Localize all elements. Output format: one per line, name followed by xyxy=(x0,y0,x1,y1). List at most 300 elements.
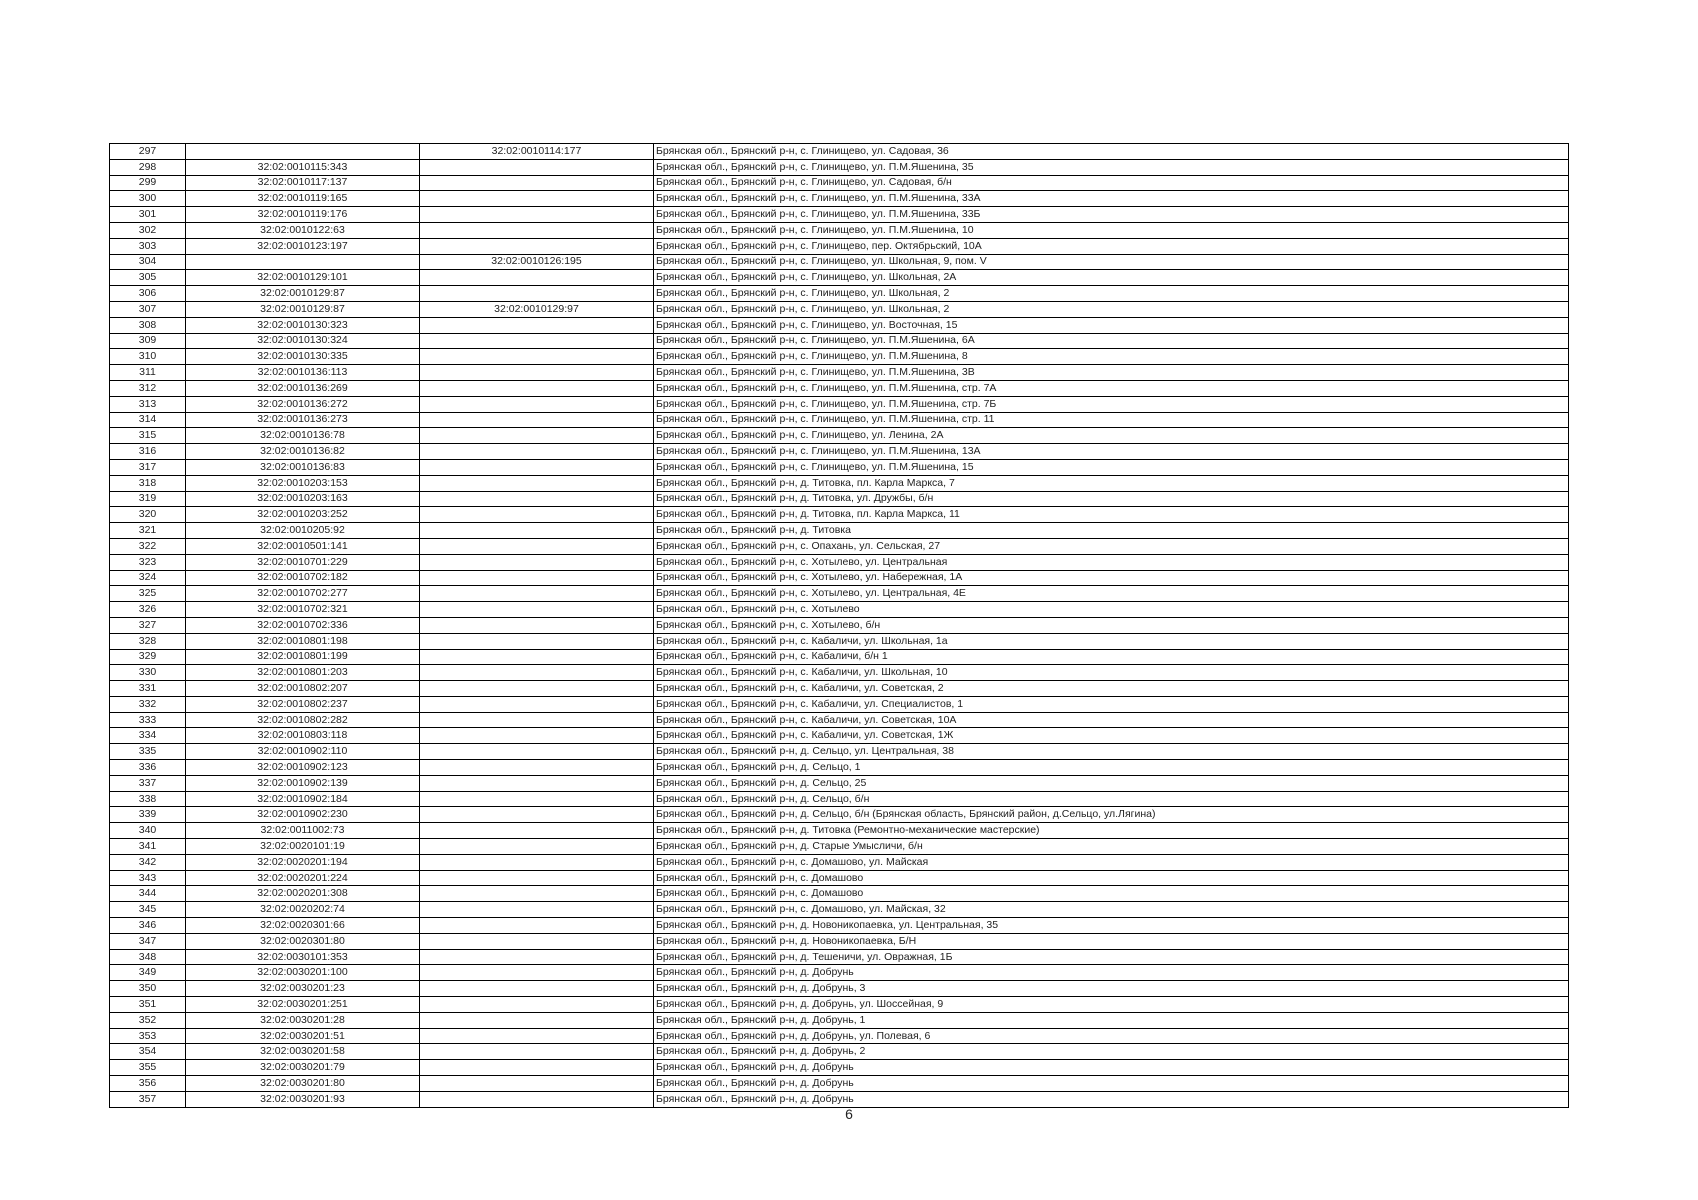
object-cadastral-number-cell xyxy=(420,839,654,855)
cadastral-number-cell: 32:02:0010130:335 xyxy=(186,349,420,365)
address-cell: Брянская обл., Брянский р-н, д. Титовка (Ремонтно-механические мастерские) xyxy=(654,823,1569,839)
address-cell: Брянская обл., Брянский р-н, с. Домашово, ул. Майская xyxy=(654,854,1569,870)
row-number-cell: 311 xyxy=(110,365,186,381)
row-number-cell: 342 xyxy=(110,854,186,870)
address-cell: Брянская обл., Брянский р-н, с. Кабаличи, ул. Советская, 10А xyxy=(654,712,1569,728)
address-cell: Брянская обл., Брянский р-н, с. Домашово xyxy=(654,870,1569,886)
row-number-cell: 319 xyxy=(110,491,186,507)
cadastral-number-cell: 32:02:0010115:343 xyxy=(186,159,420,175)
cadastral-number-cell: 32:02:0010119:165 xyxy=(186,191,420,207)
row-number-cell: 302 xyxy=(110,222,186,238)
address-cell: Брянская обл., Брянский р-н, с. Глинищево, ул. П.М.Яшенина, 15 xyxy=(654,459,1569,475)
cadastral-number-cell: 32:02:0010136:273 xyxy=(186,412,420,428)
table-row xyxy=(110,586,1569,602)
address-cell: Брянская обл., Брянский р-н, с. Глинищево, ул. П.М.Яшенина, 8 xyxy=(654,349,1569,365)
address-cell: Брянская обл., Брянский р-н, д. Сельцо, б/н (Брянская область, Брянский район, д.Сельцо, ул.Лягина) xyxy=(654,807,1569,823)
cadastral-number-cell: 32:02:0030201:79 xyxy=(186,1060,420,1076)
table-row xyxy=(110,222,1569,238)
table-row xyxy=(110,886,1569,902)
row-number-cell: 357 xyxy=(110,1091,186,1107)
cadastral-number-cell: 32:02:0010136:269 xyxy=(186,380,420,396)
address-cell: Брянская обл., Брянский р-н, с. Глинищево, ул. Школьная, 9, пом. V xyxy=(654,254,1569,270)
object-cadastral-number-cell: 32:02:0010126:195 xyxy=(420,254,654,270)
object-cadastral-number-cell xyxy=(420,744,654,760)
row-number-cell: 329 xyxy=(110,649,186,665)
row-number-cell: 323 xyxy=(110,554,186,570)
cadastral-number-cell: 32:02:0010129:87 xyxy=(186,286,420,302)
address-cell: Брянская обл., Брянский р-н, с. Глинищево, ул. Садовая, б/н xyxy=(654,175,1569,191)
object-cadastral-number-cell xyxy=(420,191,654,207)
object-cadastral-number-cell xyxy=(420,491,654,507)
address-cell: Брянская обл., Брянский р-н, с. Домашово xyxy=(654,886,1569,902)
object-cadastral-number-cell xyxy=(420,317,654,333)
cadastral-number-cell: 32:02:0030201:93 xyxy=(186,1091,420,1107)
object-cadastral-number-cell xyxy=(420,633,654,649)
cadastral-number-cell: 32:02:0010129:101 xyxy=(186,270,420,286)
table-row xyxy=(110,175,1569,191)
row-number-cell: 310 xyxy=(110,349,186,365)
table-row xyxy=(110,823,1569,839)
row-number-cell: 327 xyxy=(110,617,186,633)
row-number-cell: 325 xyxy=(110,586,186,602)
row-number-cell: 306 xyxy=(110,286,186,302)
table-row xyxy=(110,965,1569,981)
cadastral-number-cell: 32:02:0020301:80 xyxy=(186,933,420,949)
table-row xyxy=(110,1076,1569,1092)
cadastral-number-cell: 32:02:0010702:182 xyxy=(186,570,420,586)
address-cell: Брянская обл., Брянский р-н, д. Добрунь xyxy=(654,1091,1569,1107)
row-number-cell: 347 xyxy=(110,933,186,949)
row-number-cell: 309 xyxy=(110,333,186,349)
table-row xyxy=(110,317,1569,333)
object-cadastral-number-cell xyxy=(420,617,654,633)
row-number-cell: 354 xyxy=(110,1044,186,1060)
table-row xyxy=(110,191,1569,207)
row-number-cell: 338 xyxy=(110,791,186,807)
address-cell: Брянская обл., Брянский р-н, д. Сельцо, 1 xyxy=(654,760,1569,776)
address-cell: Брянская обл., Брянский р-н, с. Кабаличи, ул. Школьная, 1а xyxy=(654,633,1569,649)
table-row xyxy=(110,839,1569,855)
address-cell: Брянская обл., Брянский р-н, с. Глинищево, ул. П.М.Яшенина, 10 xyxy=(654,222,1569,238)
address-cell: Брянская обл., Брянский р-н, с. Глинищево, ул. П.М.Яшенина, 13А xyxy=(654,444,1569,460)
cadastral-number-cell: 32:02:0020201:224 xyxy=(186,870,420,886)
row-number-cell: 314 xyxy=(110,412,186,428)
cadastral-number-cell: 32:02:0010130:324 xyxy=(186,333,420,349)
cadastral-number-cell: 32:02:0010117:137 xyxy=(186,175,420,191)
table-row xyxy=(110,570,1569,586)
table-row xyxy=(110,997,1569,1013)
table-row xyxy=(110,207,1569,223)
table-row xyxy=(110,760,1569,776)
table-row xyxy=(110,918,1569,934)
address-cell: Брянская обл., Брянский р-н, с. Кабаличи, ул. Школьная, 10 xyxy=(654,665,1569,681)
row-number-cell: 345 xyxy=(110,902,186,918)
object-cadastral-number-cell xyxy=(420,602,654,618)
object-cadastral-number-cell xyxy=(420,333,654,349)
address-cell: Брянская обл., Брянский р-н, с. Опахань, ул. Сельская, 27 xyxy=(654,538,1569,554)
object-cadastral-number-cell xyxy=(420,412,654,428)
table-row xyxy=(110,854,1569,870)
address-cell: Брянская обл., Брянский р-н, с. Глинищево, ул. П.М.Яшенина, 35 xyxy=(654,159,1569,175)
object-cadastral-number-cell xyxy=(420,760,654,776)
cadastral-number-cell: 32:02:0010129:87 xyxy=(186,301,420,317)
table-row xyxy=(110,870,1569,886)
address-cell: Брянская обл., Брянский р-н, с. Глинищево, ул. П.М.Яшенина, стр. 7Б xyxy=(654,396,1569,412)
address-cell: Брянская обл., Брянский р-н, д. Добрунь, 1 xyxy=(654,1012,1569,1028)
row-number-cell: 355 xyxy=(110,1060,186,1076)
table-row xyxy=(110,475,1569,491)
row-number-cell: 305 xyxy=(110,270,186,286)
object-cadastral-number-cell xyxy=(420,791,654,807)
address-cell: Брянская обл., Брянский р-н, с. Глинищево, ул. П.М.Яшенина, 33Б xyxy=(654,207,1569,223)
object-cadastral-number-cell: 32:02:0010114:177 xyxy=(420,144,654,160)
row-number-cell: 330 xyxy=(110,665,186,681)
cadastral-number-cell: 32:02:0011002:73 xyxy=(186,823,420,839)
object-cadastral-number-cell xyxy=(420,1091,654,1107)
row-number-cell: 352 xyxy=(110,1012,186,1028)
table-row xyxy=(110,412,1569,428)
row-number-cell: 328 xyxy=(110,633,186,649)
cadastral-number-cell: 32:02:0020101:19 xyxy=(186,839,420,855)
address-cell: Брянская обл., Брянский р-н, д. Добрунь, ул. Шоссейная, 9 xyxy=(654,997,1569,1013)
address-cell: Брянская обл., Брянский р-н, с. Кабаличи, ул. Советская, 2 xyxy=(654,681,1569,697)
address-cell: Брянская обл., Брянский р-н, д. Старые Умысличи, б/н xyxy=(654,839,1569,855)
property-table xyxy=(109,143,1569,1108)
row-number-cell: 334 xyxy=(110,728,186,744)
address-cell: Брянская обл., Брянский р-н, д. Титовка, пл. Карла Маркса, 11 xyxy=(654,507,1569,523)
object-cadastral-number-cell xyxy=(420,586,654,602)
table-row xyxy=(110,1044,1569,1060)
address-cell: Брянская обл., Брянский р-н, д. Титовка xyxy=(654,523,1569,539)
cadastral-number-cell: 32:02:0030201:58 xyxy=(186,1044,420,1060)
table-row xyxy=(110,491,1569,507)
object-cadastral-number-cell xyxy=(420,854,654,870)
object-cadastral-number-cell xyxy=(420,175,654,191)
table-row xyxy=(110,696,1569,712)
cadastral-number-cell: 32:02:0010902:123 xyxy=(186,760,420,776)
cadastral-number-cell: 32:02:0010702:321 xyxy=(186,602,420,618)
row-number-cell: 313 xyxy=(110,396,186,412)
row-number-cell: 321 xyxy=(110,523,186,539)
object-cadastral-number-cell xyxy=(420,238,654,254)
cadastral-number-cell: 32:02:0010702:336 xyxy=(186,617,420,633)
table-row xyxy=(110,380,1569,396)
row-number-cell: 332 xyxy=(110,696,186,712)
object-cadastral-number-cell xyxy=(420,380,654,396)
row-number-cell: 297 xyxy=(110,144,186,160)
address-cell: Брянская обл., Брянский р-н, д. Сельцо, 25 xyxy=(654,775,1569,791)
cadastral-number-cell: 32:02:0020201:194 xyxy=(186,854,420,870)
address-cell: Брянская обл., Брянский р-н, с. Хотылево, б/н xyxy=(654,617,1569,633)
object-cadastral-number-cell xyxy=(420,444,654,460)
address-cell: Брянская обл., Брянский р-н, д. Новоникопаевка, ул. Центральная, 35 xyxy=(654,918,1569,934)
address-cell: Брянская обл., Брянский р-н, с. Кабаличи, б/н 1 xyxy=(654,649,1569,665)
cadastral-number-cell: 32:02:0030201:251 xyxy=(186,997,420,1013)
row-number-cell: 303 xyxy=(110,238,186,254)
table-row xyxy=(110,349,1569,365)
row-number-cell: 351 xyxy=(110,997,186,1013)
address-cell: Брянская обл., Брянский р-н, с. Глинищево, ул. Ленина, 2А xyxy=(654,428,1569,444)
table-row xyxy=(110,791,1569,807)
cadastral-number-cell: 32:02:0030201:80 xyxy=(186,1076,420,1092)
object-cadastral-number-cell xyxy=(420,870,654,886)
cadastral-number-cell: 32:02:0010205:92 xyxy=(186,523,420,539)
object-cadastral-number-cell xyxy=(420,807,654,823)
address-cell: Брянская обл., Брянский р-н, с. Кабаличи, ул. Советская, 1Ж xyxy=(654,728,1569,744)
table-row xyxy=(110,444,1569,460)
table-row xyxy=(110,286,1569,302)
row-number-cell: 331 xyxy=(110,681,186,697)
cadastral-number-cell: 32:02:0010136:272 xyxy=(186,396,420,412)
address-cell: Брянская обл., Брянский р-н, д. Добрунь, 3 xyxy=(654,981,1569,997)
address-cell: Брянская обл., Брянский р-н, с. Хотылево, ул. Центральная, 4Е xyxy=(654,586,1569,602)
row-number-cell: 308 xyxy=(110,317,186,333)
table-row xyxy=(110,554,1569,570)
cadastral-number-cell: 32:02:0010122:63 xyxy=(186,222,420,238)
object-cadastral-number-cell xyxy=(420,823,654,839)
table-row xyxy=(110,459,1569,475)
cadastral-number-cell: 32:02:0010803:118 xyxy=(186,728,420,744)
address-cell: Брянская обл., Брянский р-н, с. Хотылево, ул. Набережная, 1А xyxy=(654,570,1569,586)
cadastral-number-cell: 32:02:0010702:277 xyxy=(186,586,420,602)
row-number-cell: 316 xyxy=(110,444,186,460)
table-row xyxy=(110,649,1569,665)
object-cadastral-number-cell xyxy=(420,507,654,523)
object-cadastral-number-cell: 32:02:0010129:97 xyxy=(420,301,654,317)
object-cadastral-number-cell xyxy=(420,1012,654,1028)
cadastral-number-cell: 32:02:0010136:83 xyxy=(186,459,420,475)
table-row xyxy=(110,681,1569,697)
address-cell: Брянская обл., Брянский р-н, д. Сельцо, б/н xyxy=(654,791,1569,807)
object-cadastral-number-cell xyxy=(420,538,654,554)
cadastral-number-cell: 32:02:0030201:23 xyxy=(186,981,420,997)
object-cadastral-number-cell xyxy=(420,649,654,665)
table-row xyxy=(110,1091,1569,1107)
cadastral-number-cell: 32:02:0030101:353 xyxy=(186,949,420,965)
object-cadastral-number-cell xyxy=(420,459,654,475)
table-row xyxy=(110,949,1569,965)
object-cadastral-number-cell xyxy=(420,918,654,934)
row-number-cell: 348 xyxy=(110,949,186,965)
row-number-cell: 307 xyxy=(110,301,186,317)
table-row xyxy=(110,396,1569,412)
object-cadastral-number-cell xyxy=(420,902,654,918)
address-cell: Брянская обл., Брянский р-н, с. Хотылево xyxy=(654,602,1569,618)
row-number-cell: 341 xyxy=(110,839,186,855)
table-row xyxy=(110,1028,1569,1044)
table-row xyxy=(110,902,1569,918)
object-cadastral-number-cell xyxy=(420,965,654,981)
address-cell: Брянская обл., Брянский р-н, с. Глинищево, ул. П.М.Яшенина, стр. 7А xyxy=(654,380,1569,396)
cadastral-number-cell: 32:02:0010802:237 xyxy=(186,696,420,712)
row-number-cell: 344 xyxy=(110,886,186,902)
address-cell: Брянская обл., Брянский р-н, д. Тешеничи, ул. Овражная, 1Б xyxy=(654,949,1569,965)
object-cadastral-number-cell xyxy=(420,222,654,238)
cadastral-number-cell: 32:02:0010119:176 xyxy=(186,207,420,223)
object-cadastral-number-cell xyxy=(420,554,654,570)
cadastral-number-cell: 32:02:0010801:199 xyxy=(186,649,420,665)
table-row xyxy=(110,238,1569,254)
cadastral-number-cell: 32:02:0010136:82 xyxy=(186,444,420,460)
address-cell: Брянская обл., Брянский р-н, д. Добрунь xyxy=(654,1076,1569,1092)
cadastral-number-cell: 32:02:0030201:100 xyxy=(186,965,420,981)
row-number-cell: 335 xyxy=(110,744,186,760)
row-number-cell: 353 xyxy=(110,1028,186,1044)
cadastral-number-cell: 32:02:0020201:308 xyxy=(186,886,420,902)
address-cell: Брянская обл., Брянский р-н, с. Кабаличи, ул. Специалистов, 1 xyxy=(654,696,1569,712)
address-cell: Брянская обл., Брянский р-н, д. Добрунь xyxy=(654,965,1569,981)
address-cell: Брянская обл., Брянский р-н, с. Глинищево, ул. П.М.Яшенина, 3В xyxy=(654,365,1569,381)
object-cadastral-number-cell xyxy=(420,286,654,302)
object-cadastral-number-cell xyxy=(420,570,654,586)
object-cadastral-number-cell xyxy=(420,270,654,286)
page-number: 6 xyxy=(845,1106,853,1122)
address-cell: Брянская обл., Брянский р-н, д. Титовка, ул. Дружбы, б/н xyxy=(654,491,1569,507)
row-number-cell: 356 xyxy=(110,1076,186,1092)
object-cadastral-number-cell xyxy=(420,159,654,175)
table-row xyxy=(110,712,1569,728)
row-number-cell: 317 xyxy=(110,459,186,475)
row-number-cell: 304 xyxy=(110,254,186,270)
table-row xyxy=(110,807,1569,823)
row-number-cell: 300 xyxy=(110,191,186,207)
table-row xyxy=(110,981,1569,997)
object-cadastral-number-cell xyxy=(420,523,654,539)
object-cadastral-number-cell xyxy=(420,1028,654,1044)
property-table-body xyxy=(110,144,1569,1108)
address-cell: Брянская обл., Брянский р-н, с. Глинищево, ул. П.М.Яшенина, 33А xyxy=(654,191,1569,207)
table-row xyxy=(110,602,1569,618)
row-number-cell: 336 xyxy=(110,760,186,776)
address-cell: Брянская обл., Брянский р-н, с. Глинищево, пер. Октябрьский, 10А xyxy=(654,238,1569,254)
table-row xyxy=(110,301,1569,317)
cadastral-number-cell: 32:02:0010802:282 xyxy=(186,712,420,728)
address-cell: Брянская обл., Брянский р-н, с. Глинищево, ул. П.М.Яшенина, 6А xyxy=(654,333,1569,349)
table-row xyxy=(110,333,1569,349)
row-number-cell: 350 xyxy=(110,981,186,997)
table-row xyxy=(110,775,1569,791)
object-cadastral-number-cell xyxy=(420,696,654,712)
table-row xyxy=(110,254,1569,270)
cadastral-number-cell: 32:02:0010203:163 xyxy=(186,491,420,507)
table-row xyxy=(110,428,1569,444)
cadastral-number-cell: 32:02:0010501:141 xyxy=(186,538,420,554)
object-cadastral-number-cell xyxy=(420,1076,654,1092)
object-cadastral-number-cell xyxy=(420,428,654,444)
row-number-cell: 337 xyxy=(110,775,186,791)
cadastral-number-cell: 32:02:0020202:74 xyxy=(186,902,420,918)
cadastral-number-cell: 32:02:0010701:229 xyxy=(186,554,420,570)
object-cadastral-number-cell xyxy=(420,712,654,728)
row-number-cell: 326 xyxy=(110,602,186,618)
address-cell: Брянская обл., Брянский р-н, с. Глинищево, ул. Школьная, 2А xyxy=(654,270,1569,286)
address-cell: Брянская обл., Брянский р-н, д. Добрунь, ул. Полевая, 6 xyxy=(654,1028,1569,1044)
object-cadastral-number-cell xyxy=(420,475,654,491)
address-cell: Брянская обл., Брянский р-н, с. Глинищево, ул. Школьная, 2 xyxy=(654,286,1569,302)
row-number-cell: 318 xyxy=(110,475,186,491)
address-cell: Брянская обл., Брянский р-н, д. Добрунь, 2 xyxy=(654,1044,1569,1060)
table-row xyxy=(110,665,1569,681)
address-cell: Брянская обл., Брянский р-н, с. Глинищево, ул. Садовая, 36 xyxy=(654,144,1569,160)
object-cadastral-number-cell xyxy=(420,207,654,223)
object-cadastral-number-cell xyxy=(420,886,654,902)
cadastral-number-cell: 32:02:0030201:28 xyxy=(186,1012,420,1028)
cadastral-number-cell: 32:02:0020301:66 xyxy=(186,918,420,934)
row-number-cell: 315 xyxy=(110,428,186,444)
row-number-cell: 333 xyxy=(110,712,186,728)
table-row xyxy=(110,365,1569,381)
object-cadastral-number-cell xyxy=(420,349,654,365)
row-number-cell: 298 xyxy=(110,159,186,175)
table-row xyxy=(110,144,1569,160)
row-number-cell: 349 xyxy=(110,965,186,981)
table-row xyxy=(110,617,1569,633)
address-cell: Брянская обл., Брянский р-н, д. Сельцо, ул. Центральная, 38 xyxy=(654,744,1569,760)
object-cadastral-number-cell xyxy=(420,949,654,965)
table-row xyxy=(110,538,1569,554)
cadastral-number-cell: 32:02:0010123:197 xyxy=(186,238,420,254)
cadastral-number-cell: 32:02:0010801:198 xyxy=(186,633,420,649)
cadastral-number-cell: 32:02:0010136:113 xyxy=(186,365,420,381)
row-number-cell: 299 xyxy=(110,175,186,191)
object-cadastral-number-cell xyxy=(420,981,654,997)
table-row xyxy=(110,933,1569,949)
object-cadastral-number-cell xyxy=(420,1060,654,1076)
object-cadastral-number-cell xyxy=(420,775,654,791)
table-row xyxy=(110,1060,1569,1076)
object-cadastral-number-cell xyxy=(420,396,654,412)
cadastral-number-cell: 32:02:0010801:203 xyxy=(186,665,420,681)
cadastral-number-cell: 32:02:0010902:139 xyxy=(186,775,420,791)
address-cell: Брянская обл., Брянский р-н, с. Домашово, ул. Майская, 32 xyxy=(654,902,1569,918)
row-number-cell: 320 xyxy=(110,507,186,523)
cadastral-number-cell: 32:02:0010203:153 xyxy=(186,475,420,491)
object-cadastral-number-cell xyxy=(420,728,654,744)
object-cadastral-number-cell xyxy=(420,681,654,697)
row-number-cell: 343 xyxy=(110,870,186,886)
cadastral-number-cell: 32:02:0010130:323 xyxy=(186,317,420,333)
table-row xyxy=(110,159,1569,175)
table-row xyxy=(110,1012,1569,1028)
row-number-cell: 312 xyxy=(110,380,186,396)
object-cadastral-number-cell xyxy=(420,997,654,1013)
cadastral-number-cell: 32:02:0010902:230 xyxy=(186,807,420,823)
table-row xyxy=(110,744,1569,760)
address-cell: Брянская обл., Брянский р-н, с. Хотылево, ул. Центральная xyxy=(654,554,1569,570)
address-cell: Брянская обл., Брянский р-н, д. Титовка, пл. Карла Маркса, 7 xyxy=(654,475,1569,491)
address-cell: Брянская обл., Брянский р-н, с. Глинищево, ул. Восточная, 15 xyxy=(654,317,1569,333)
address-cell: Брянская обл., Брянский р-н, с. Глинищево, ул. Школьная, 2 xyxy=(654,301,1569,317)
cadastral-number-cell: 32:02:0030201:51 xyxy=(186,1028,420,1044)
table-row xyxy=(110,633,1569,649)
row-number-cell: 346 xyxy=(110,918,186,934)
cadastral-number-cell: 32:02:0010902:110 xyxy=(186,744,420,760)
row-number-cell: 324 xyxy=(110,570,186,586)
table-row xyxy=(110,507,1569,523)
cadastral-number-cell: 32:02:0010203:252 xyxy=(186,507,420,523)
object-cadastral-number-cell xyxy=(420,665,654,681)
table-row xyxy=(110,728,1569,744)
object-cadastral-number-cell xyxy=(420,1044,654,1060)
object-cadastral-number-cell xyxy=(420,933,654,949)
row-number-cell: 301 xyxy=(110,207,186,223)
row-number-cell: 322 xyxy=(110,538,186,554)
cadastral-number-cell xyxy=(186,254,420,270)
address-cell: Брянская обл., Брянский р-н, д. Добрунь xyxy=(654,1060,1569,1076)
row-number-cell: 340 xyxy=(110,823,186,839)
cadastral-number-cell: 32:02:0010902:184 xyxy=(186,791,420,807)
table-row xyxy=(110,270,1569,286)
